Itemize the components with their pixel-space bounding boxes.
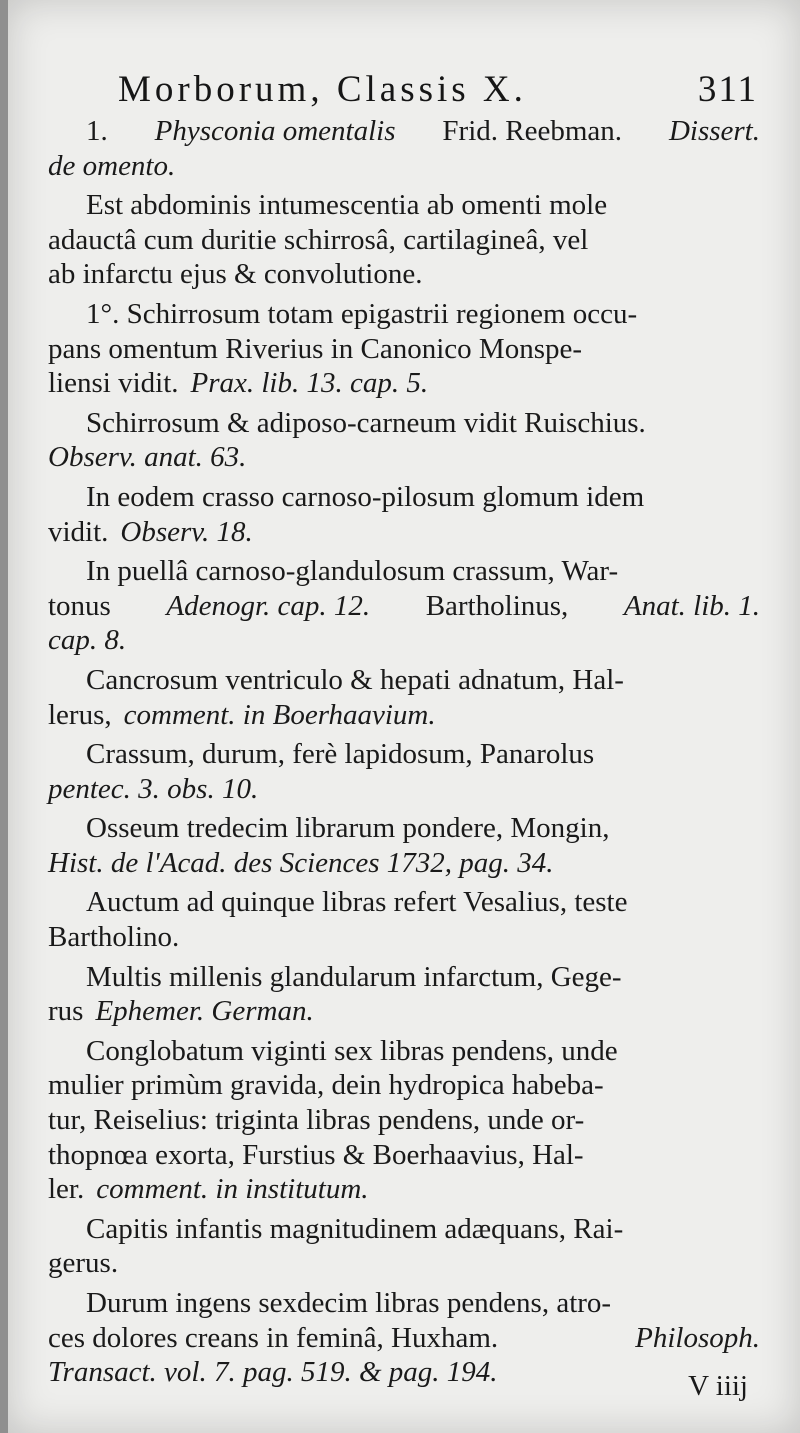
text-line: cap. 8. (48, 624, 127, 657)
text-line: ces dolores creans in feminâ, Huxham. Philosoph. (48, 1321, 760, 1354)
text-line: Bartholino. (48, 921, 180, 954)
signature-mark: V iiij (688, 1370, 748, 1402)
text-line: In puellâ carnoso-glandulosum crassum, War- (86, 555, 619, 588)
text-line: adauctâ cum duritie schirrosâ, cartilagineâ, vel (48, 223, 589, 256)
text-line: Transact. vol. 7. pag. 519. & pag. 194. (48, 1356, 498, 1389)
text-line: gerus. (48, 1247, 119, 1280)
text-line: 1°. Schirrosum totam epigastrii regionem occu- (86, 297, 638, 330)
text-line: Multis millenis glandularum infarctum, Gege- (86, 960, 622, 993)
text-line: lerus, comment. in Boerhaavium. (48, 698, 436, 731)
header-title: Morborum, Classis X. (118, 69, 527, 110)
running-header (118, 68, 758, 111)
text-line: de omento. (48, 149, 176, 182)
text-line: Capitis infantis magnitudinem adæquans, Rai- (86, 1212, 624, 1245)
text-line: Hist. de l'Acad. des Sciences 1732, pag. 34. (48, 846, 554, 879)
text-line: 1. Physconia omentalis Frid. Reebman. Dissert. (86, 115, 760, 147)
text-line: vidit. Observ. 18. (48, 515, 253, 548)
text-line: liensi vidit. Prax. lib. 13. cap. 5. (48, 367, 429, 400)
text-line: Crassum, durum, ferè lapidosum, Panarolus (86, 738, 595, 771)
text-line: pentec. 3. obs. 10. (48, 772, 259, 805)
text-line: thopnœa exorta, Furstius & Boerhaavius, Hal- (48, 1138, 584, 1171)
text-line: pans omentum Riverius in Canonico Monspe- (48, 332, 583, 365)
text-body (48, 114, 760, 1390)
text-line: tonus Adenogr. cap. 12. Bartholinus, Anat. lib. 1. (48, 589, 760, 622)
page-number: 311 (697, 69, 758, 110)
text-line: Auctum ad quinque libras refert Vesalius, teste (86, 886, 628, 919)
text-line: rus Ephemer. German. (48, 995, 314, 1028)
book-page (8, 0, 800, 1433)
text-line: ab infarctu ejus & convolutione. (48, 258, 423, 291)
text-line: Est abdominis intumescentia ab omenti mole (86, 189, 608, 222)
text-line: Durum ingens sexdecim libras pendens, atro- (86, 1287, 612, 1319)
text-line: Osseum tredecim librarum pondere, Mongin, (86, 812, 610, 845)
text-line: Conglobatum viginti sex libras pendens, unde (86, 1034, 618, 1067)
text-line: Cancrosum ventriculo & hepati adnatum, Hal- (86, 663, 624, 696)
text-line: Schirrosum & adiposo-carneum vidit Ruischius. (86, 406, 646, 439)
text-line: ler. comment. in institutum. (48, 1173, 369, 1206)
text-line: tur, Reiselius: triginta libras pendens, unde or- (48, 1104, 585, 1137)
text-line: In eodem crasso carnoso-pilosum glomum idem (86, 480, 645, 513)
text-line: mulier primùm gravida, dein hydropica habeba- (48, 1069, 604, 1102)
text-line: Observ. anat. 63. (48, 441, 247, 474)
